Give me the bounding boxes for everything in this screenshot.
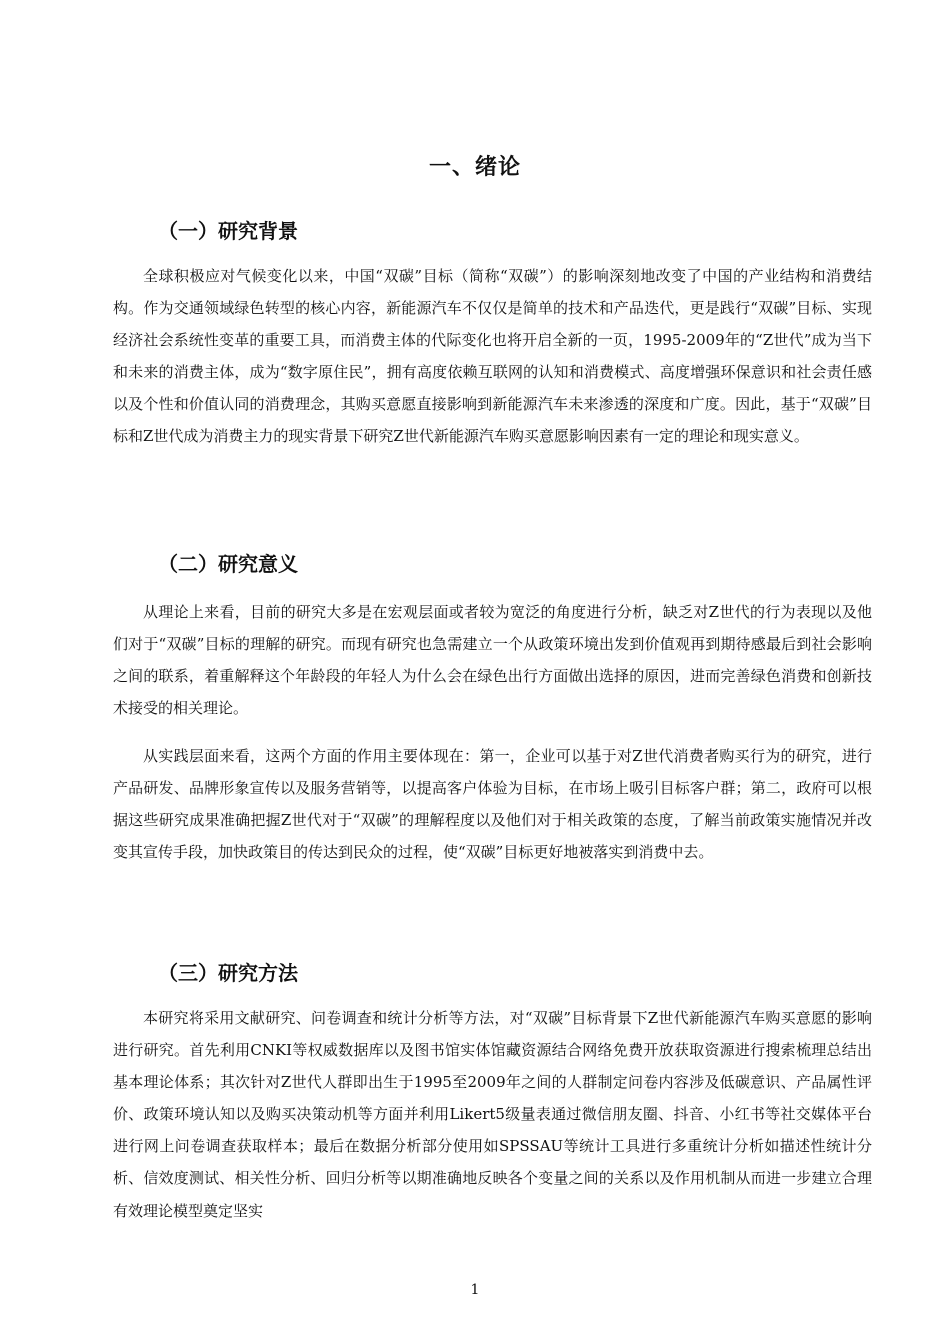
- paragraph-background: 全球积极应对气候变化以来，中国“双碳”目标（简称“双碳”）的影响深刻地改变了中国的产业结构和消费结构。作为交通领域绿色转型的核心内容，新能源汽车不仅仅是简单的技术和产品迭代，更是践行“双碳”目标、实现经济社会系统性变革的重要工具，而消费主体的代际变化也将开启全新的一页，1995-2009年的“Z世代”成为当下和未来的消费主体，成为“数字原住民”，拥有高度依赖互联网的认知和消费模式、高度增强环保意识和社会责任感以及个性和价值认同的消费理念，其购买意愿直接影响到新能源汽车未来渗透的深度和广度。因此，基于“双碳”目标和Z世代成为消费主力的现实背景下研究Z世代新能源汽车购买意愿影响因素有一定的理论和现实意义。: [113, 267, 872, 446]
- page-number: 1: [470, 1282, 480, 1298]
- chapter-title: 一、绪论: [428, 155, 521, 180]
- section-heading-methods: （三）研究方法: [158, 961, 298, 985]
- paragraph-theory-significance: 从理论上来看，目前的研究大多是在宏观层面或者较为宽泛的角度进行分析，缺乏对Z世代的行为表现以及他们对于“双碳”目标的理解的研究。而现有研究也急需建立一个从政策环境出发到价值观再到期待感最后到社会影响之间的联系，着重解释这个年龄段的年轻人为什么会在绿色出行方面做出选择的原因，进而完善绿色消费和创新技术接受的相关理论。: [113, 603, 872, 718]
- section-heading-background: （一）研究背景: [158, 219, 298, 243]
- paragraph-methods: 本研究将采用文献研究、问卷调查和统计分析等方法，对“双碳”目标背景下Z世代新能源汽车购买意愿的影响进行研究。首先利用CNKI等权威数据库以及图书馆实体馆藏资源结合网络免费开放获取资源进行搜索梳理总结出基本理论体系；其次针对Z世代人群即出生于1995至2009年之间的人群制定问卷内容涉及低碳意识、产品属性评价、政策环境认知以及购买决策动机等方面并利用Likert5级量表通过微信朋友圈、抖音、小红书等社交媒体平台进行网上问卷调查获取样本；最后在数据分析部分使用如SPSSAU等统计工具进行多重统计分析如描述性统计分析、信效度测试、相关性分析、回归分析等以期准确地反映各个变量之间的关系以及作用机制从而进一步建立合理有效理论模型奠定坚实: [113, 1009, 872, 1220]
- section-heading-significance: （二）研究意义: [158, 552, 298, 576]
- paragraph-practice-significance: 从实践层面来看，这两个方面的作用主要体现在：第一，企业可以基于对Z世代消费者购买行为的研究，进行产品研发、品牌形象宣传以及服务营销等，以提高客户体验为目标，在市场上吸引目标客户群；第二，政府可以根据这些研究成果准确把握Z世代对于“双碳”的理解程度以及他们对于相关政策的态度，了解当前政策实施情况并改变其宣传手段，加快政策目的传达到民众的过程，使“双碳”目标更好地被落实到消费中去。: [113, 747, 872, 862]
